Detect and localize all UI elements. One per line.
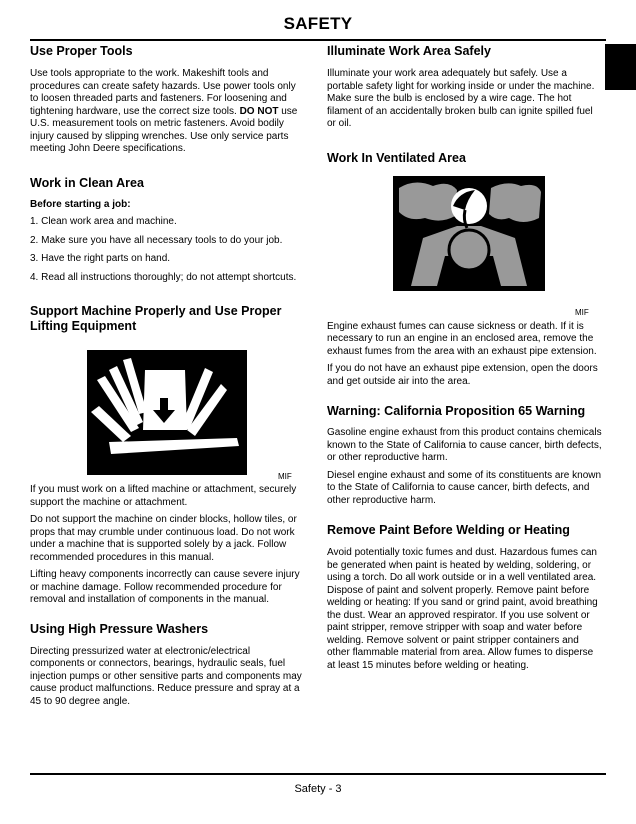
support-figure xyxy=(30,340,306,480)
prop65-para-2: Diesel engine exhaust and some of its constituents are known to the State of California to cause cancer, birth defects, and other reproductive harm. xyxy=(327,469,602,506)
support-heading: Support Machine Properly and Use Proper Lifting Equipment xyxy=(30,304,282,333)
clean-heading: Work in Clean Area xyxy=(30,175,144,190)
prop65-para-1: Gasoline engine exhaust from this product contains chemicals known to the State of California to cause cancer, birth defects, or other reproductive harm. xyxy=(327,427,602,463)
support-para-2: Do not support the machine on cinder blocks, hollow tiles, or props that may crumble under continuous load. Do not work under a machine that is supported solely by a jack. Follow recommended procedures in this manual. xyxy=(30,514,297,563)
page-title: SAFETY xyxy=(283,14,353,33)
paint-body: Avoid potentially toxic fumes and dust. Hazardous fumes can be generated when paint is heated by welding, soldering, or using a torch. Do all work outside or in a well ventilated area. Dispose of paint and solvent properly. Remove paint before welding or heating: If you sand or grind paint, avoid breathing the dust. Wear an approved respirator. If you use solvent or paint stripper, remove stripper with soap and water before welding. Remove solvent or paint stripper containers and other flammable material from area. Allow fumes to disperse at least 15 minutes before welding or heating. xyxy=(327,547,598,671)
crush-hazard-pictogram xyxy=(87,350,247,475)
fumes-hazard-pictogram xyxy=(393,176,545,291)
ventilated-para-1: Engine exhaust fumes can cause sickness or death. If it is necessary to run an engine in an enclosed area, remove the exhaust fumes from the area with an exhaust pipe extension. xyxy=(327,320,597,357)
section-tab-marker xyxy=(605,44,636,90)
washers-body: Directing pressurized water at electronic/electrical components or connectors, bearings, hydraulic seals, fuel injection pumps or other sensitive parts and components may cause product malfunctions. Reduce pressure and spray at a 45 to 90 degree angle. xyxy=(30,645,302,707)
page-number: Safety - 3 xyxy=(294,783,342,795)
illuminate-body: Illuminate your work area adequately but safely. Use a portable safety light for working inside or under the machine. Make sure the bulb is enclosed by a wire cage. The hot filament of an accidentally broken bulb can ignite spilled fuel or oil. xyxy=(327,68,595,129)
header-rule xyxy=(30,39,606,41)
ventilated-heading: Work In Ventilated Area xyxy=(327,150,466,165)
right-column xyxy=(327,44,603,672)
support-figure-label: MIF xyxy=(278,472,292,481)
left-column xyxy=(30,44,306,708)
prop65-heading: Warning: California Proposition 65 Warning xyxy=(327,404,586,418)
clean-item-4: 4. Read all instructions thoroughly; do not attempt shortcuts. xyxy=(30,271,297,283)
clean-subheading: Before starting a job: xyxy=(30,198,131,210)
clean-item-3: 3. Have the right parts on hand. xyxy=(30,253,171,264)
support-para-1: If you must work on a lifted machine or attachment, securely support the machine or attachment. xyxy=(30,484,297,508)
illuminate-heading: Illuminate Work Area Safely xyxy=(327,44,491,58)
support-para-3: Lifting heavy components incorrectly can cause severe injury or machine damage. Follow recommended procedure for removal and installation of components in the manual. xyxy=(30,569,300,605)
tools-heading: Use Proper Tools xyxy=(30,44,133,58)
paint-heading: Remove Paint Before Welding or Heating xyxy=(327,523,570,537)
footer-rule xyxy=(30,773,606,775)
clean-item-1: 1. Clean work area and machine. xyxy=(30,216,177,227)
ventilated-figure xyxy=(327,176,603,318)
ventilated-para-2: If you do not have an exhaust pipe extension, open the doors and get outside air into the area. xyxy=(327,363,598,387)
ventilated-figure-label: MIF xyxy=(575,307,589,317)
clean-item-2: 2. Make sure you have all necessary tools to do your job. xyxy=(30,234,283,246)
washers-heading: Using High Pressure Washers xyxy=(30,621,209,636)
tools-body: Use tools appropriate to the work. Makeshift tools and procedures can create safety hazards. Use power tools only to loosen threaded parts and fasteners. For loosening and tightening hardware, use the correct size tools. DO NOT use U.S. measurement tools on metric fasteners. Avoid bodily injury caused by slipping wrenches. Use only service parts meeting John Deere specifications. xyxy=(30,68,298,154)
